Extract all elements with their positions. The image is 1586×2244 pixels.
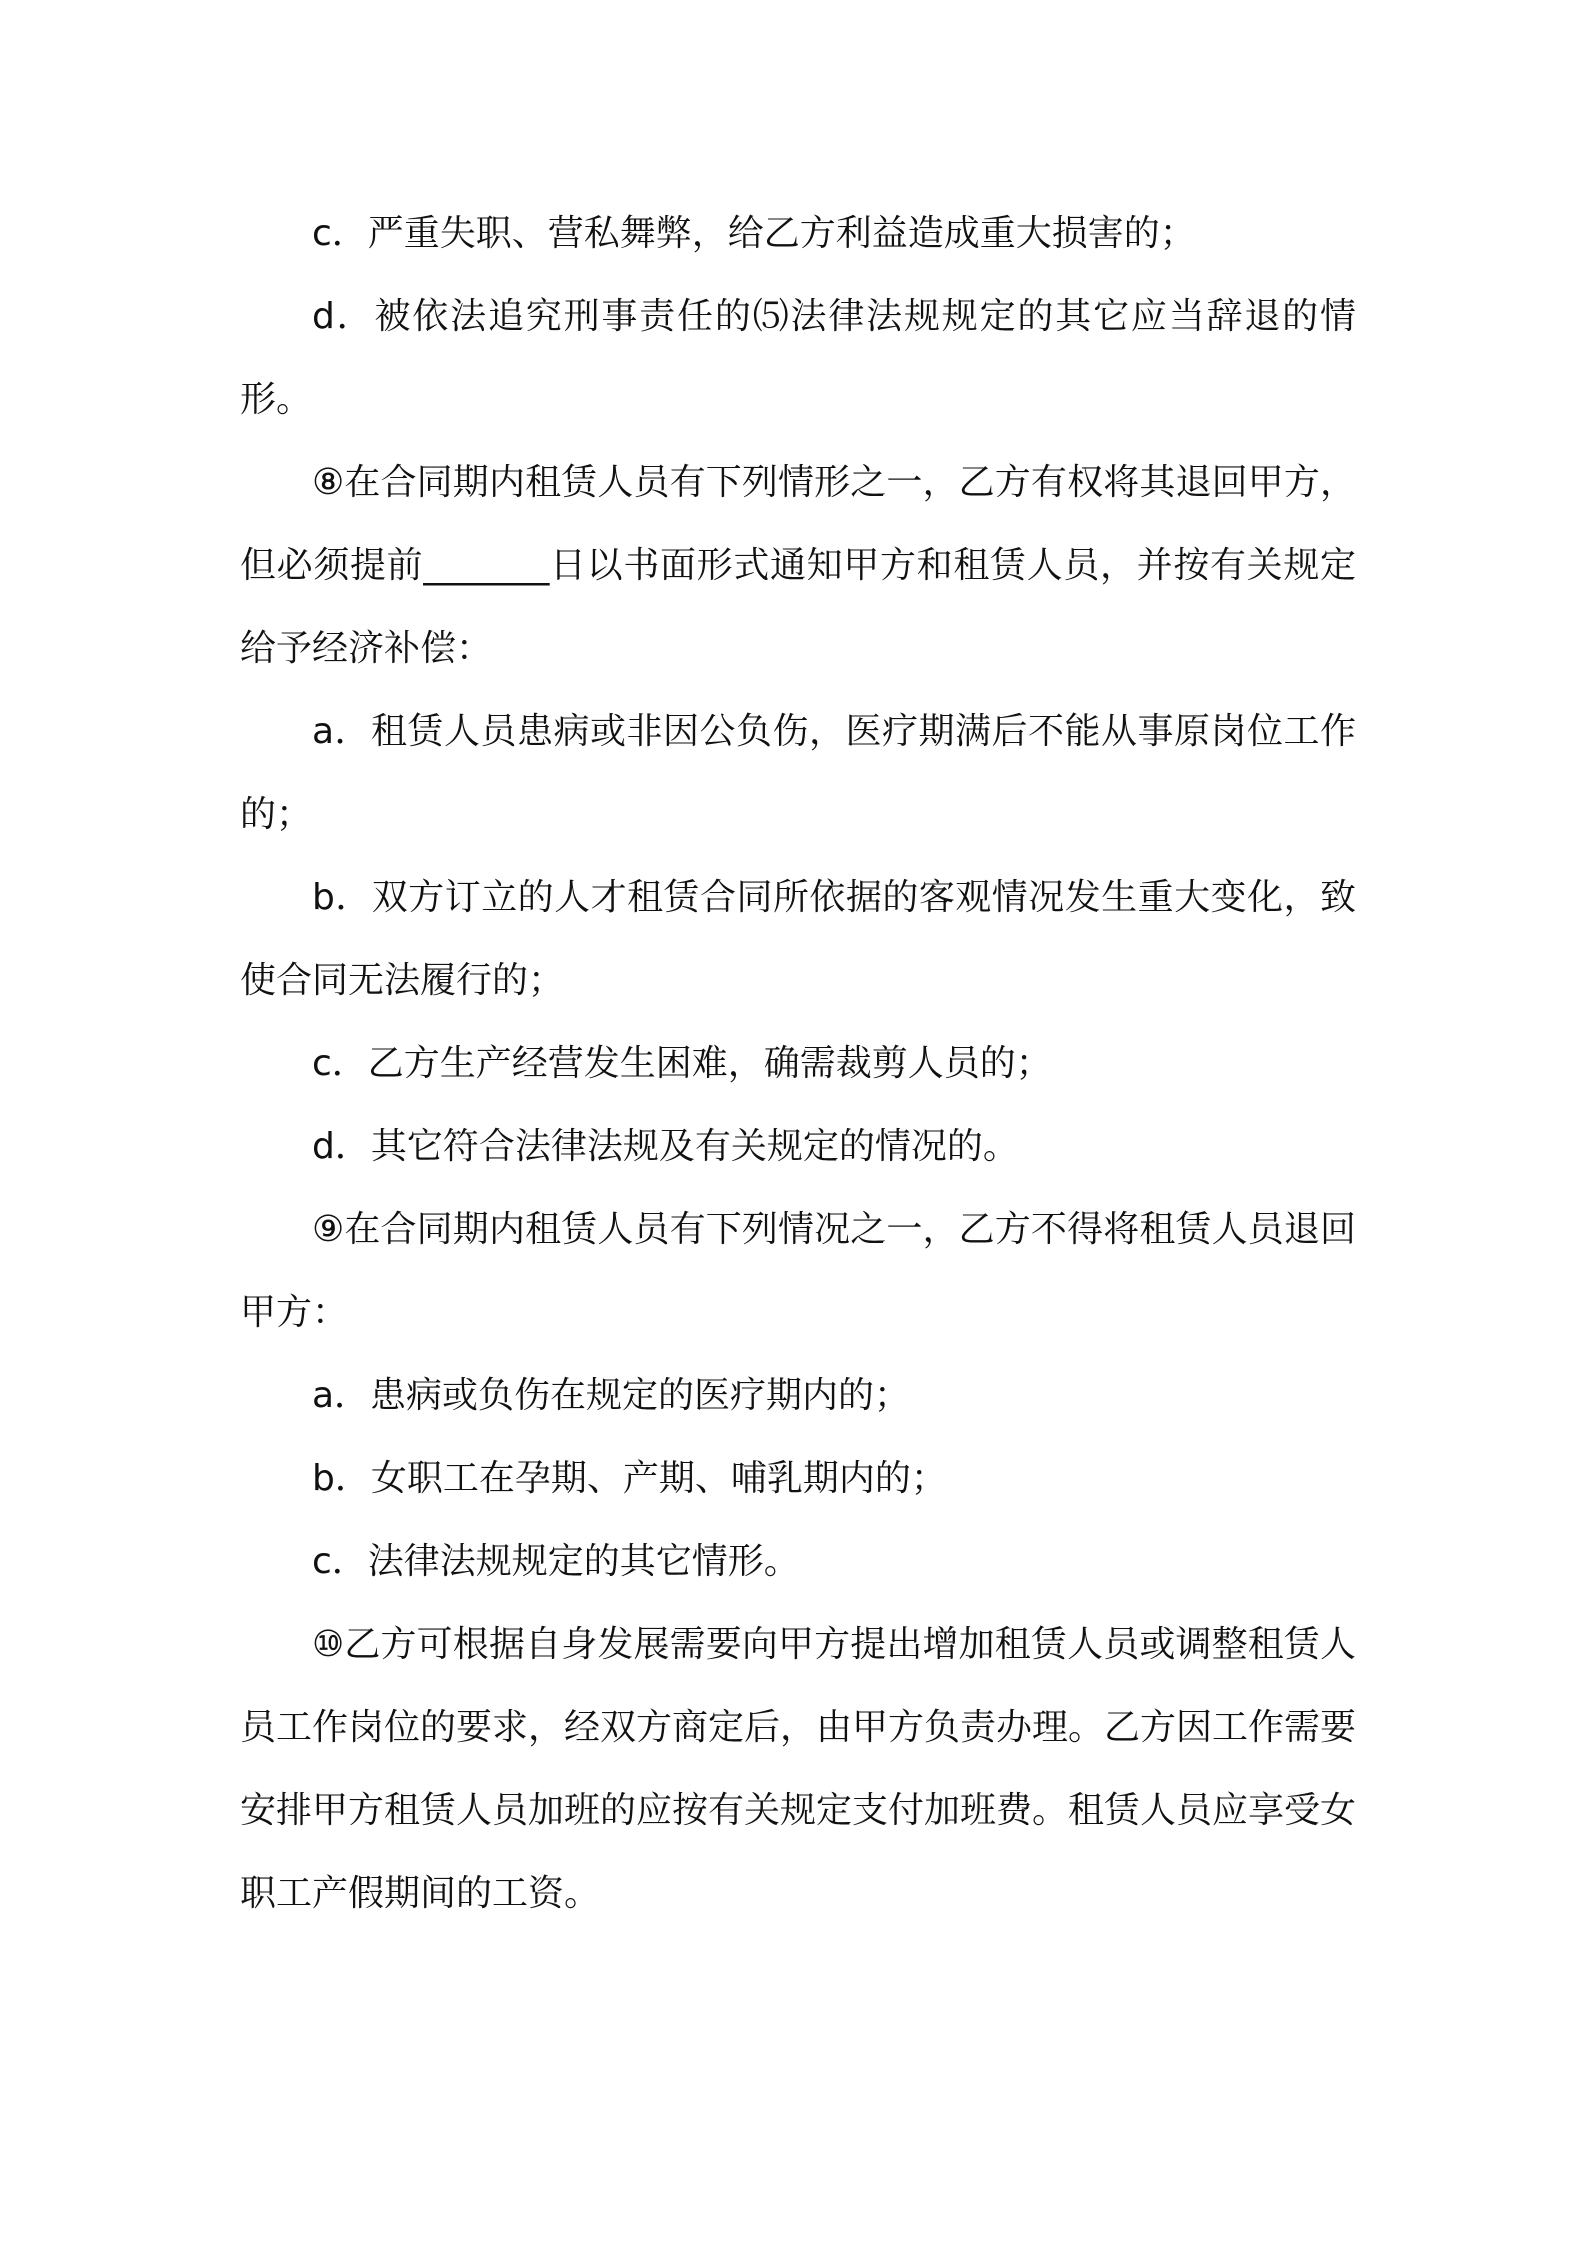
clause-8-return-with-notice: ⑧在合同期内租赁人员有下列情形之一，乙方有权将其退回甲方，但必须提前_______日以书面形式通知甲方和租赁人员，并按有关规定给予经济补偿： [240, 462, 1356, 669]
clause-c-serious-negligence: c．严重失职、营私舞弊，给乙方利益造成重大损害的； [312, 213, 1196, 254]
document-body [240, 192, 1356, 1935]
clause-c-other-cases: c．法律法规规定的其它情形。 [312, 1541, 800, 1582]
clause-a-illness-injury: a．租赁人员患病或非因公负伤，医疗期满后不能从事原岗位工作的； [240, 711, 1356, 835]
clause-c-operating-difficulty: c．乙方生产经营发生困难，确需裁剪人员的； [312, 1043, 1052, 1084]
clause-d-other-situations: d．其它符合法律法规及有关规定的情况的。 [312, 1126, 1019, 1167]
clause-d-criminal-liability: d．被依法追究刑事责任的⑸法律法规规定的其它应当辞退的情形。 [240, 296, 1356, 420]
clause-b-female-employees: b．女职工在孕期、产期、哺乳期内的； [312, 1458, 947, 1499]
clause-10-staff-adjustment: ⑩乙方可根据自身发展需要向甲方提出增加租赁人员或调整租赁人员工作岗位的要求，经双方商定后，由甲方负责办理。乙方因工作需要安排甲方租赁人员加班的应按有关规定支付加班费。租赁人员应享受女职工产假期间的工资。 [240, 1624, 1357, 1914]
clause-a-medical-period: a．患病或负伤在规定的医疗期内的； [312, 1375, 911, 1416]
clause-b-circumstance-change: b．双方订立的人才租赁合同所依据的客观情况发生重大变化，致使合同无法履行的； [240, 877, 1356, 1001]
clause-9-no-return: ⑨在合同期内租赁人员有下列情况之一，乙方不得将租赁人员退回甲方： [240, 1209, 1356, 1333]
